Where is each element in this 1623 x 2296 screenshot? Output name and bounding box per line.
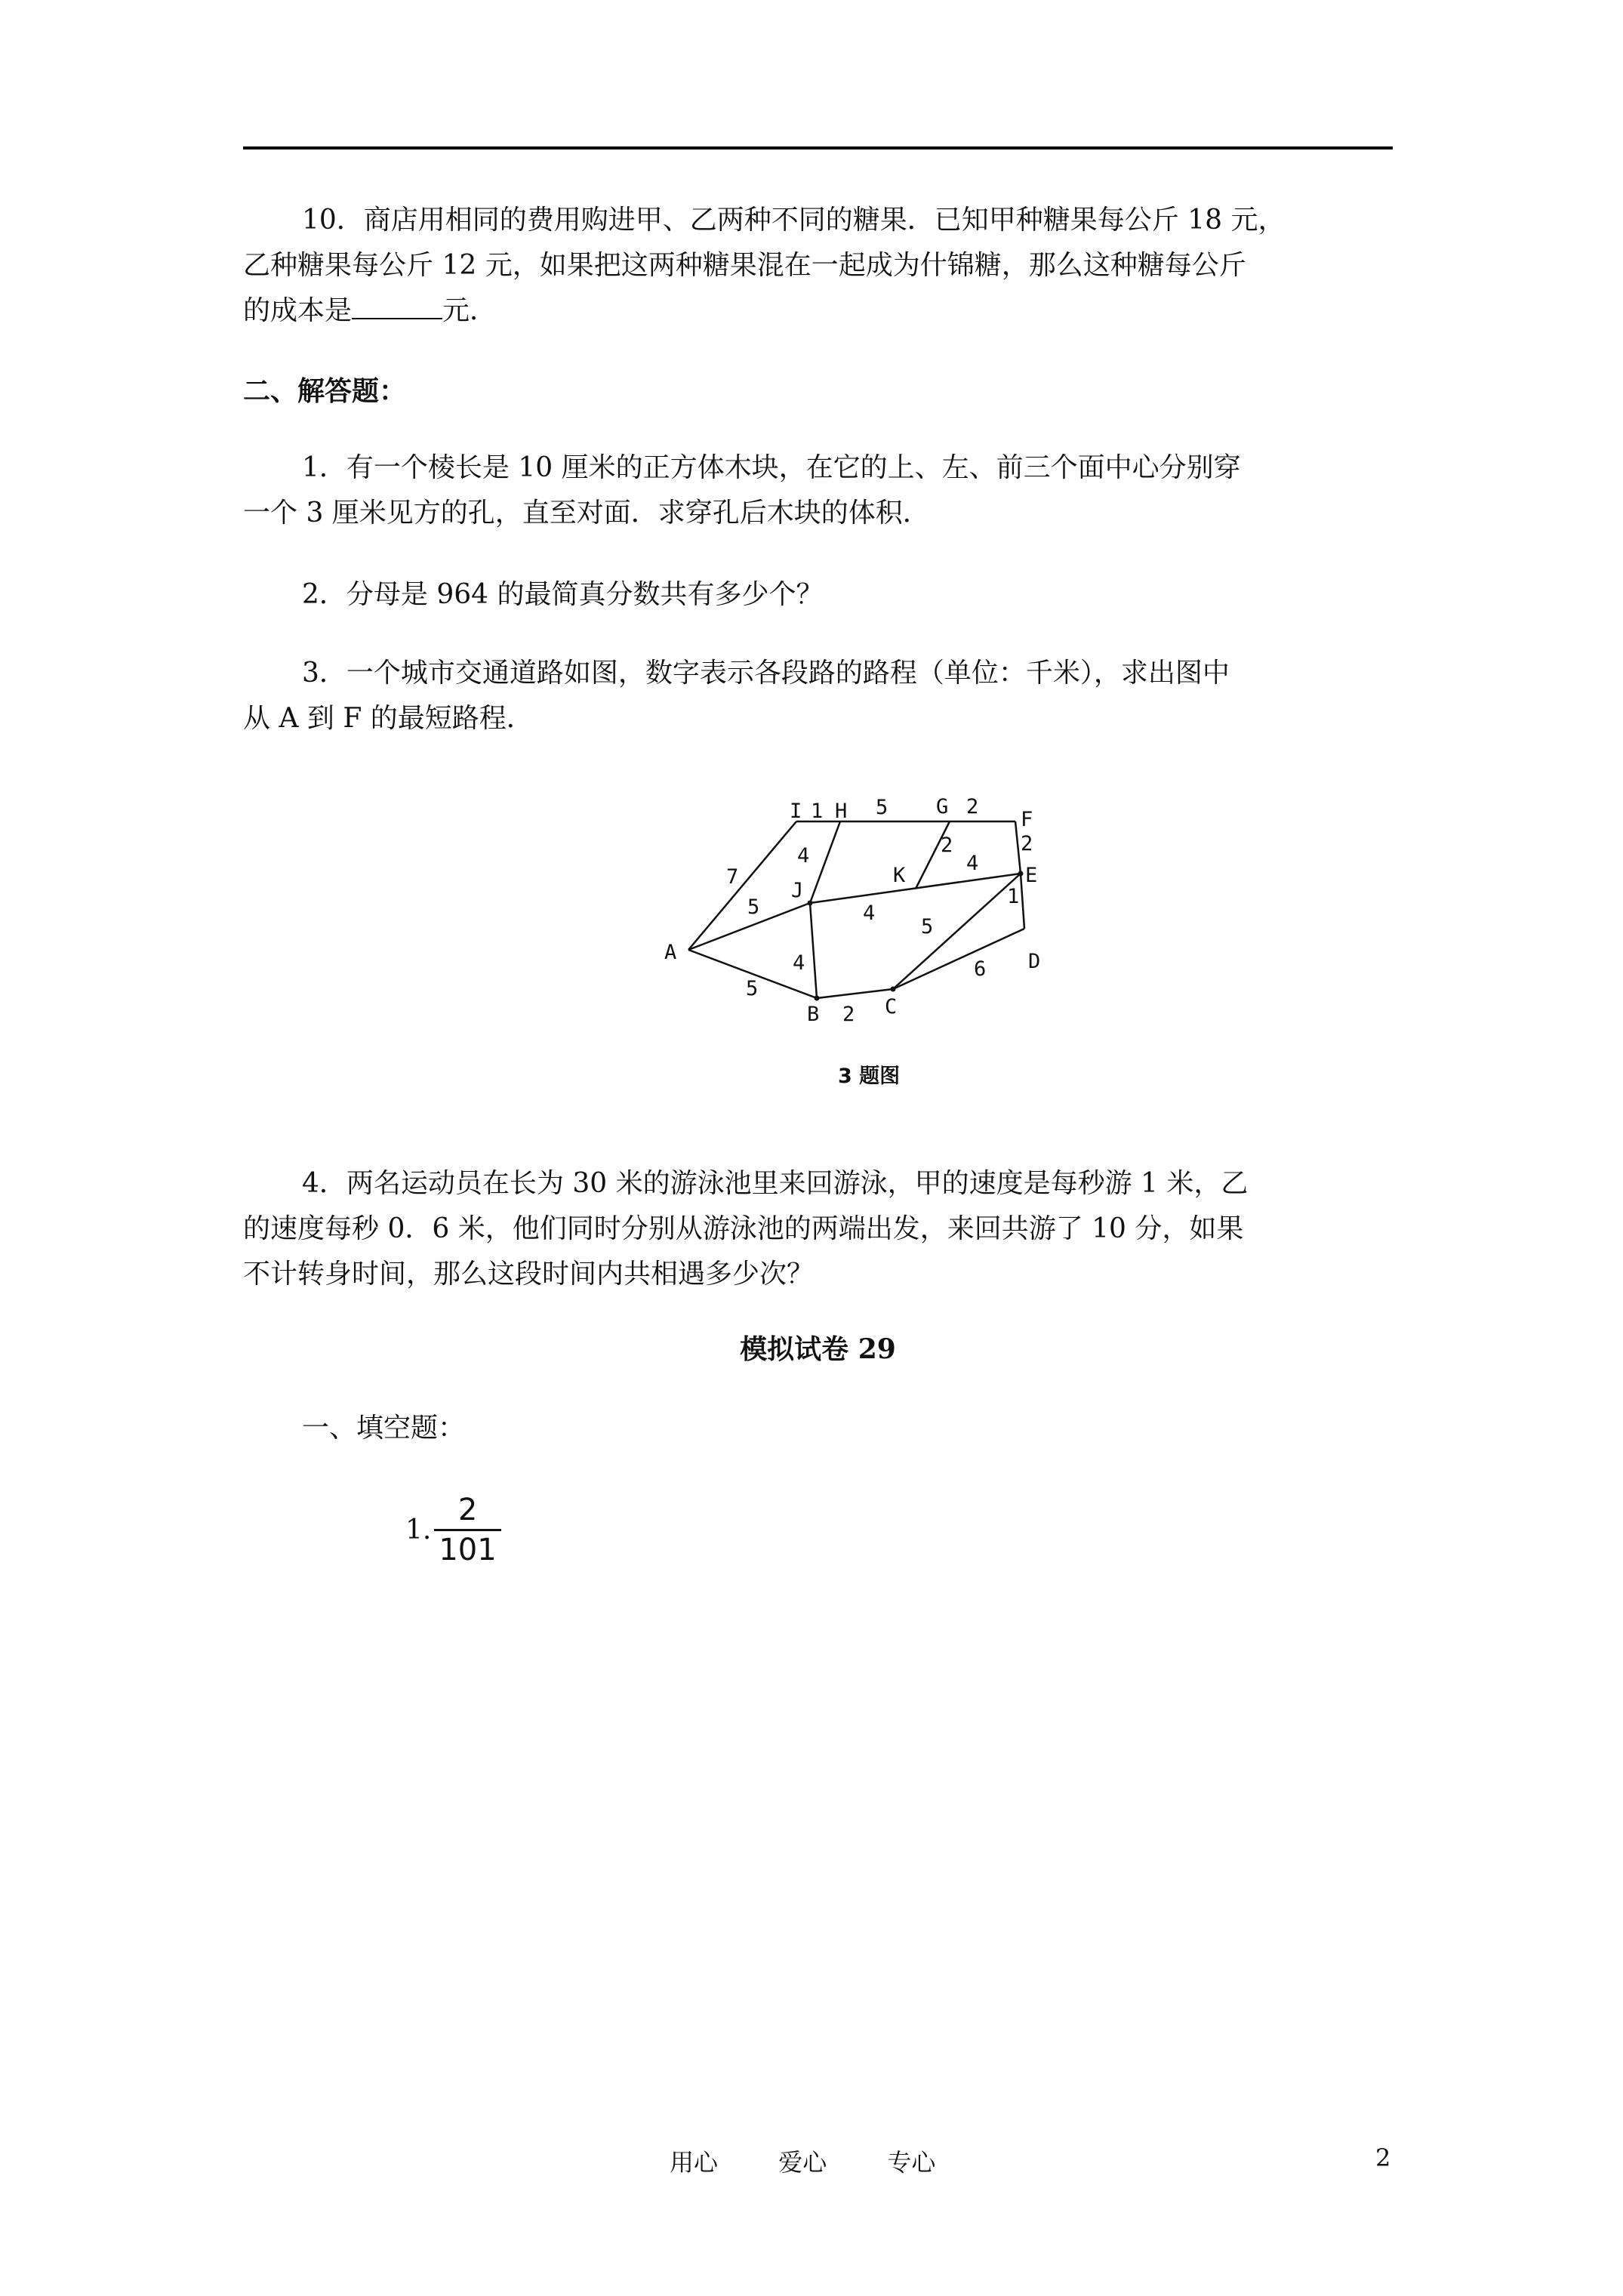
road-network-diagram — [0, 0, 1623, 1133]
problem-2: 2．分母是 964 的最简真分数共有多少个？ — [302, 579, 824, 610]
edge-weight-B-C: 2 — [842, 1003, 855, 1026]
question-10-line-2: 乙种糖果每公斤 12 元，如果把这两种糖果混在一起成为什锦糖，那么这种糖每公斤 — [243, 250, 1246, 281]
edge-weight-J-E: 4 — [863, 901, 876, 925]
edge-J-B — [810, 903, 817, 998]
node-label-A: A — [664, 941, 677, 964]
footer-motto — [670, 2143, 988, 2178]
edge-weight-I-H: 1 — [811, 800, 824, 823]
footer-motto-3: 专心 — [887, 2148, 936, 2177]
node-label-F: F — [1021, 808, 1033, 831]
problem-4 — [243, 1161, 1393, 1297]
problem-3-line-1: 3．一个城市交通道路如图，数字表示各段路的路程（单位：千米），求出图中 — [302, 658, 1230, 689]
question-10-line-3-start: 的成本是 — [243, 295, 353, 326]
junction-J — [808, 901, 813, 906]
edge-weight-C-D: 6 — [974, 957, 987, 981]
node-label-J: J — [791, 879, 804, 902]
junction-C — [891, 987, 896, 992]
problem-4-line-2: 的速度每秒 0．6 米，他们同时分别从游泳池的两端出发，来回共游了 10 分，如果 — [243, 1213, 1244, 1244]
node-label-C: C — [885, 995, 898, 1019]
edge-E-D — [1021, 874, 1024, 929]
exam-title: 模拟试卷 29 — [740, 1333, 896, 1365]
page-number: 2 — [1375, 2143, 1391, 2172]
junction-E — [1018, 871, 1024, 877]
edge-C-B — [817, 989, 893, 998]
edge-F-E — [1015, 821, 1021, 874]
figure-caption: 3 题图 — [838, 1065, 901, 1088]
node-label-H: H — [835, 800, 848, 823]
junction-B — [815, 996, 820, 1001]
question-10-line-1: 10．商店用相同的费用购进甲、乙两种不同的糖果．已知甲种糖果每公斤 18 元， — [302, 205, 1286, 236]
fraction-denominator: 101 — [439, 1533, 497, 1567]
edge-weight-A-B: 5 — [746, 977, 759, 1000]
edge-weight-C-E: 5 — [921, 915, 934, 938]
edge-weight-A-J: 5 — [747, 895, 760, 919]
edge-weight-E-D: 1 — [1007, 885, 1020, 908]
answer-1-prefix: 1. — [405, 1515, 432, 1546]
problem-4-line-1: 4．两名运动员在长为 30 米的游泳池里来回游泳，甲的速度是每秒游 1 米，乙 — [302, 1168, 1249, 1199]
problem-1-line-1: 1．有一个棱长是 10 厘米的正方体木块，在它的上、左、前三个面中心分别穿 — [302, 452, 1241, 483]
edge-weight-K-E: 4 — [966, 852, 979, 875]
problem-1-line-2: 一个 3 厘米见方的孔，直至对面．求穿孔后木块的体积． — [243, 498, 930, 529]
answer-1 — [405, 1491, 501, 1569]
node-label-E: E — [1025, 864, 1038, 887]
footer-motto-1: 用心 — [670, 2148, 719, 2177]
edge-J-H — [810, 821, 840, 903]
node-label-I: I — [790, 800, 802, 823]
edge-weight-J-H: 4 — [797, 844, 810, 868]
section-2-heading: 二、解答题： — [243, 375, 407, 407]
edge-weight-A-I: 7 — [726, 865, 739, 889]
road-junctions — [808, 871, 1024, 1001]
node-label-D: D — [1028, 950, 1041, 973]
problem-4-line-3: 不计转身时间，那么这段时间内共相遇多少次？ — [243, 1259, 815, 1290]
edge-weight-F-E: 2 — [1021, 832, 1033, 855]
edge-C-E — [893, 874, 1021, 989]
footer-motto-2: 爱心 — [778, 2148, 827, 2177]
edge-A-I — [688, 821, 796, 950]
edge-weight-H-G: 5 — [876, 796, 888, 819]
section-1-heading: 一、填空题： — [302, 1413, 466, 1444]
edge-D-C — [893, 929, 1024, 989]
node-label-G: G — [936, 795, 949, 818]
answer-1-fraction — [434, 1491, 500, 1569]
edge-weight-G-F: 2 — [966, 795, 979, 818]
edge-weight-J-B: 4 — [793, 951, 805, 975]
node-label-B: B — [807, 1003, 820, 1026]
node-label-K: K — [893, 864, 906, 887]
problem-3-line-2: 从 A 到 F 的最短路程． — [243, 703, 534, 734]
fraction-numerator: 2 — [457, 1493, 478, 1527]
edge-weight-K-G: 2 — [941, 834, 953, 857]
question-10-line-3-end: 元． — [442, 295, 497, 326]
